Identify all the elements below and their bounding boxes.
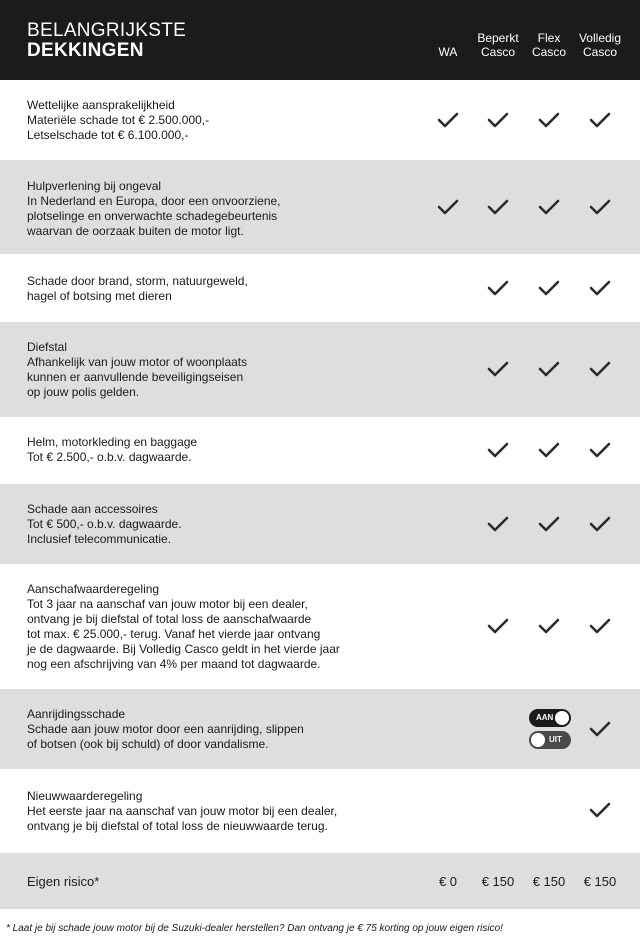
row-text: [27, 340, 357, 400]
checkmark-icon-beperkt-casco: [487, 515, 509, 533]
row-text: [27, 707, 357, 752]
column-header-beperkt-line1: Beperkt: [477, 31, 519, 45]
column-header-volledig-line1: Volledig: [578, 31, 622, 45]
row-description: In Nederland en Europa, door een onvoorziene, plotselinge en onverwachte schadegebeurtenis waarvan de oorzaak buiten de motor ligt.: [27, 194, 281, 238]
row-title: Nieuwwaarderegeling: [27, 789, 143, 803]
column-header-volledig-line2: Casco: [582, 45, 617, 59]
page-title-line2: DEKKINGEN: [27, 40, 144, 61]
eigen-risico-beperkt-casco: € 150: [481, 874, 515, 889]
row-title: Diefstal: [27, 340, 68, 354]
row-text: [27, 435, 357, 465]
row-text: [27, 179, 357, 239]
checkmark-icon-volledig-casco: [589, 279, 611, 297]
column-header-flex-line1: Flex: [537, 31, 561, 45]
row-description: Materiële schade tot € 2.500.000,- Letselschade tot € 6.100.000,-: [27, 113, 210, 142]
table-row-diefstal: [0, 322, 640, 417]
table-row-wettelijke-aansprakelijkheid: [0, 80, 640, 160]
checkmark-icon-volledig-casco: [589, 617, 611, 635]
table-row-brand-storm: [0, 254, 640, 322]
footnote: * Laat je bij schade jouw motor bij de Suzuki-dealer herstellen? Dan ontvang je € 75 korting op jouw eigen risico!: [6, 923, 503, 934]
toggle-knob: [531, 733, 545, 747]
checkmark-icon-flex-casco: [538, 360, 560, 378]
toggle-aan[interactable]: [529, 709, 571, 727]
toggle-uit[interactable]: [529, 731, 571, 749]
row-title: Hulpverlening bij ongeval: [27, 179, 162, 193]
table-row-nieuwwaarderegeling: [0, 769, 640, 853]
row-text: [27, 274, 357, 304]
checkmark-icon-beperkt-casco: [487, 279, 509, 297]
row-description: Afhankelijk van jouw motor of woonplaats kunnen er aanvullende beveiligingseisen op jouw polis gelden.: [27, 355, 248, 399]
table-row-accessoires: [0, 484, 640, 564]
row-description: Het eerste jaar na aanschaf van jouw motor bij een dealer, ontvang je bij diefstal of total loss de nieuwwaarde terug.: [27, 804, 338, 833]
column-header-flex-line2: Casco: [531, 45, 566, 59]
row-text: [27, 502, 357, 547]
row-title: Schade door brand, storm, natuurgeweld, hagel of botsing met dieren: [27, 274, 248, 303]
table-row-helm-motorkleding: [0, 417, 640, 484]
row-text: [27, 98, 357, 143]
toggle-uit-label: UIT: [549, 735, 562, 744]
checkmark-icon-wa: [437, 198, 459, 216]
eigen-risico-flex-casco: € 150: [532, 874, 566, 889]
table-row-aanschafwaarderegeling: [0, 564, 640, 689]
eigen-risico-volledig-casco: € 150: [583, 874, 617, 889]
eigen-risico-wa: € 0: [438, 874, 458, 889]
checkmark-icon-beperkt-casco: [487, 360, 509, 378]
checkmark-icon-wa: [437, 111, 459, 129]
table-header: [0, 0, 640, 80]
checkmark-icon-flex-casco: [538, 441, 560, 459]
row-title: Schade aan accessoires: [27, 502, 158, 516]
page-title-line1: BELANGRIJKSTE: [27, 20, 187, 41]
column-header-beperkt-line2: Casco: [480, 45, 515, 59]
table-row-aanrijdingsschade: [0, 689, 640, 769]
checkmark-icon-beperkt-casco: [487, 198, 509, 216]
toggle-knob: [555, 711, 569, 725]
checkmark-icon-beperkt-casco: [487, 617, 509, 635]
row-description: Tot 3 jaar na aanschaf van jouw motor bij een dealer, ontvang je bij diefstal of total loss de aanschafwaarde tot max. € 25.000,- terug. Vanaf het vierde jaar ontvang je de dagwaarde. Bij Volledig Casco geldt in het vierde jaar nog een afschrijving van 4% per maand tot dagwaarde.: [27, 597, 340, 671]
row-text: [27, 582, 357, 672]
checkmark-icon-flex-casco: [538, 198, 560, 216]
checkmark-icon-volledig-casco: [589, 360, 611, 378]
row-title: Wettelijke aansprakelijkheid: [27, 98, 175, 112]
checkmark-icon-volledig-casco: [589, 801, 611, 819]
checkmark-icon-volledig-casco: [589, 198, 611, 216]
row-description: Tot € 500,- o.b.v. dagwaarde. Inclusief telecommunicatie.: [27, 517, 182, 546]
checkmark-icon-flex-casco: [538, 279, 560, 297]
checkmark-icon-flex-casco: [538, 617, 560, 635]
column-header-volledig-casco: [570, 31, 630, 59]
checkmark-icon-volledig-casco: [589, 441, 611, 459]
checkmark-icon-flex-casco: [538, 111, 560, 129]
row-text: [27, 789, 357, 834]
row-description: Schade aan jouw motor door een aanrijding, slippen of botsen (ook bij schuld) of door vandalisme.: [27, 722, 304, 751]
checkmark-icon-beperkt-casco: [487, 441, 509, 459]
toggle-aan-label: AAN: [536, 713, 554, 722]
table-row-eigen-risico: [0, 853, 640, 909]
checkmark-icon-volledig-casco: [589, 720, 611, 738]
row-title: Aanrijdingsschade: [27, 707, 126, 721]
row-title: Helm, motorkleding en baggage: [27, 435, 198, 449]
checkmark-icon-beperkt-casco: [487, 111, 509, 129]
checkmark-icon-volledig-casco: [589, 515, 611, 533]
eigen-risico-label: Eigen risico*: [27, 874, 100, 889]
checkmark-icon-volledig-casco: [589, 111, 611, 129]
table-row-hulpverlening: [0, 160, 640, 254]
checkmark-icon-flex-casco: [538, 515, 560, 533]
row-description: Tot € 2.500,- o.b.v. dagwaarde.: [27, 450, 192, 464]
column-header-wa-label: WA: [438, 45, 458, 59]
row-title: Aanschafwaarderegeling: [27, 582, 160, 596]
